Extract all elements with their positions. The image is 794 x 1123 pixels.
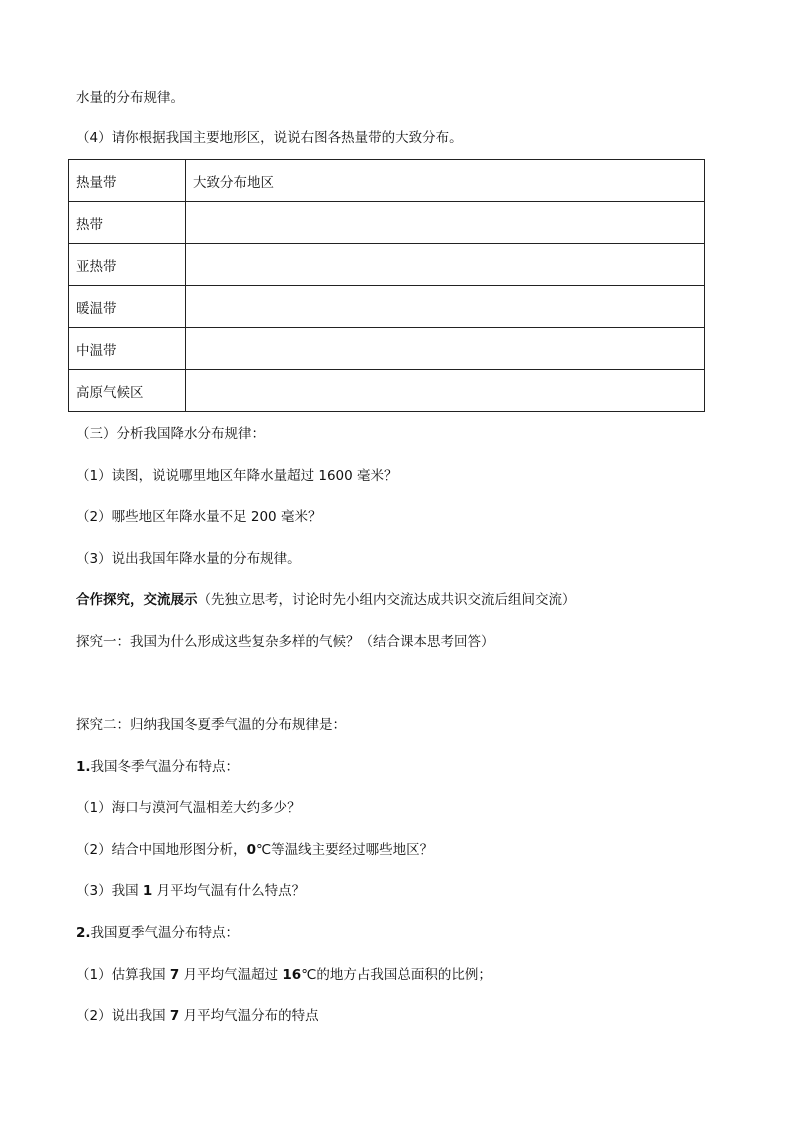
explore-2-title: 探究二：归纳我国冬夏季气温的分布规律是：: [76, 717, 346, 733]
section3-question-3: （3）说出我国年降水量的分布规律。: [76, 551, 301, 567]
zone-cell: 中温带: [69, 328, 186, 370]
winter-q2-text-end: ℃等温线主要经过哪些地区？: [256, 842, 434, 858]
table-header-area: 大致分布地区: [186, 160, 705, 202]
table-row: [69, 328, 705, 370]
section3-question-2: （2）哪些地区年降水量不足 200 毫米？: [76, 509, 322, 525]
coop-heading: 合作探究，交流展示: [76, 592, 198, 608]
winter-heading: [76, 757, 239, 777]
summer-number: 2.: [76, 925, 91, 941]
explore-1: 探究一：我国为什么形成这些复杂多样的气候？（结合课本思考回答）: [76, 634, 495, 650]
winter-question-3: [76, 881, 305, 901]
table-row: [69, 286, 705, 328]
summer-q1-month: 7: [169, 967, 180, 983]
table-row: [69, 370, 705, 412]
coop-note: （先独立思考，讨论时先小组内交流达成共识交流后组间交流）: [197, 592, 576, 608]
winter-q2-number: 0: [246, 842, 256, 858]
winter-q3-text: （3）我国: [76, 883, 143, 899]
summer-q1-text-mid: 月平均气温超过: [179, 967, 283, 983]
question-4: （4）请你根据我国主要地形区，说说右图各热量带的大致分布。: [76, 130, 463, 146]
summer-question-2: [76, 1006, 319, 1026]
table-row: [69, 202, 705, 244]
summer-q2-text: （2）说出我国: [76, 1008, 170, 1024]
zone-cell: 暖温带: [69, 286, 186, 328]
winter-q3-number: 1: [142, 883, 153, 899]
table-header-zone: 热量带: [69, 160, 186, 202]
summer-q1-temp: 16: [282, 967, 302, 983]
summer-q2-month: 7: [169, 1008, 180, 1024]
summer-heading: [76, 923, 239, 943]
area-cell[interactable]: [186, 328, 705, 370]
summer-title: 我国夏季气温分布特点：: [90, 925, 240, 941]
winter-q3-text-end: 月平均气温有什么特点？: [152, 883, 306, 899]
section3-question-1: （1）读图，说说哪里地区年降水量超过 1600 毫米？: [76, 468, 398, 484]
winter-question-1: （1）海口与漠河气温相差大约多少？: [76, 800, 301, 816]
zone-cell: 高原气候区: [69, 370, 186, 412]
table-header-row: [69, 160, 705, 202]
winter-title: 我国冬季气温分布特点：: [90, 759, 240, 775]
winter-number: 1.: [76, 759, 91, 775]
intro-line: 水量的分布规律。: [76, 90, 184, 106]
area-cell[interactable]: [186, 370, 705, 412]
summer-q1-text-end: ℃的地方占我国总面积的比例；: [301, 967, 492, 983]
area-cell[interactable]: [186, 286, 705, 328]
winter-q2-text: （2）结合中国地形图分析，: [76, 842, 247, 858]
summer-q2-text-end: 月平均气温分布的特点: [179, 1008, 319, 1024]
coop-line: [76, 590, 576, 610]
area-cell[interactable]: [186, 202, 705, 244]
winter-question-2: [76, 840, 433, 860]
heat-zone-table: [68, 159, 705, 412]
summer-q1-text: （1）估算我国: [76, 967, 170, 983]
summer-question-1: [76, 965, 492, 985]
zone-cell: 热带: [69, 202, 186, 244]
zone-cell: 亚热带: [69, 244, 186, 286]
table-row: [69, 244, 705, 286]
area-cell[interactable]: [186, 244, 705, 286]
section3-title: （三）分析我国降水分布规律：: [76, 426, 265, 442]
